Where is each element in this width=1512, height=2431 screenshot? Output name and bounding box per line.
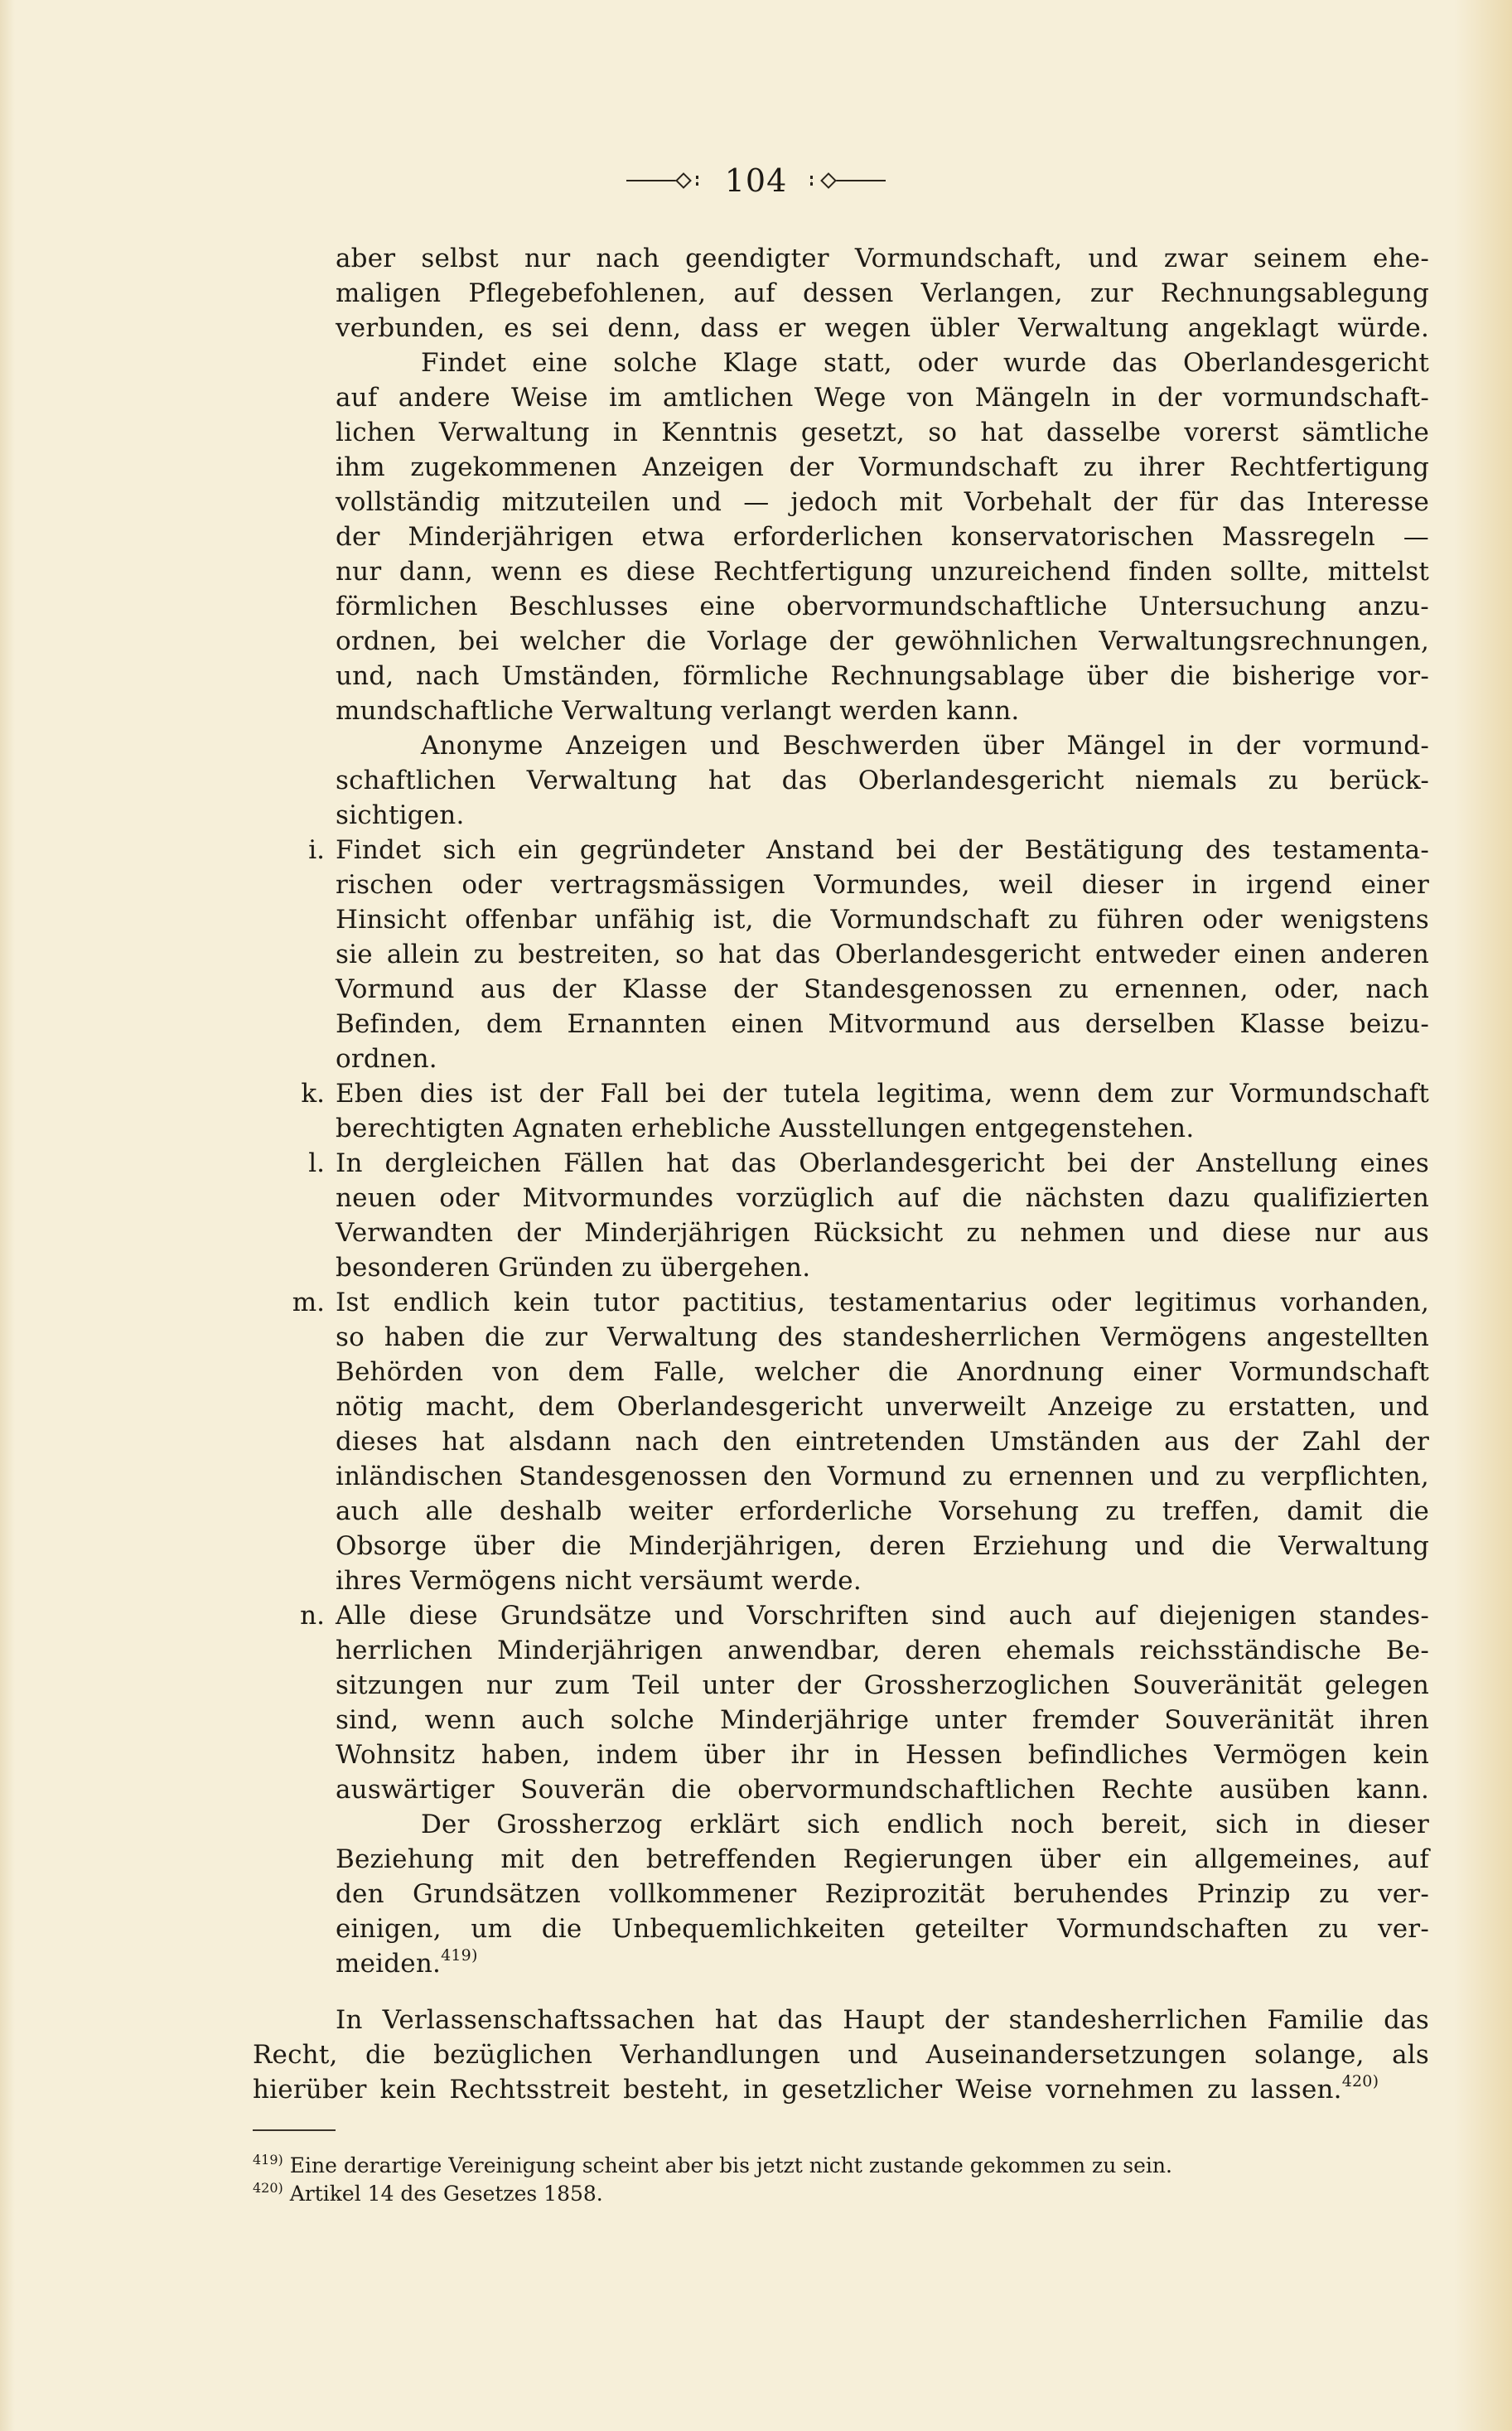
line-text: sie allein zu bestreiten, so hat das Oberlandesgericht entweder einen anderen (336, 940, 1429, 969)
list-marker: m. (292, 1288, 325, 1317)
line-text: inländischen Standesgenossen den Vormund zu ernennen und zu verpflichten, (336, 1462, 1429, 1491)
text-line (336, 834, 1429, 867)
footnote-text: Eine derartige Vereinigung scheint aber bis jetzt nicht zustande gekommen zu sein. (283, 2153, 1172, 2177)
line-text: auf andere Weise im amtlichen Wege von Mängeln in der vormundschaft- (336, 383, 1429, 413)
text-line (336, 764, 1429, 797)
line-text: maligen Pflegebefohlenen, auf dessen Verlangen, zur Rechnungsablegung (336, 278, 1429, 308)
text-line (336, 1704, 1429, 1737)
line-text: lichen Verwaltung in Kenntnis gesetzt, so hat dasselbe vorerst sämtliche (336, 418, 1429, 447)
line-text: rischen oder vertragsmässigen Vormundes, weil dieser in irgend einer (336, 870, 1429, 900)
text-line (336, 1077, 1429, 1110)
line-text: auswärtiger Souverän die obervormundschaftlichen Rechte ausüben kann. (336, 1775, 1429, 1805)
footnote-reference[interactable]: 420) (1341, 2072, 1379, 2090)
list-marker: n. (300, 1601, 325, 1631)
line-text: ordnen, bei welcher die Vorlage der gewöhnlichen Verwaltungsrechnungen, (336, 626, 1429, 656)
line-text: Eben dies ist der Fall bei der tutela legitima, wenn dem zur Vormundschaft (336, 1079, 1429, 1109)
line-text: vollständig mitzuteilen und — jedoch mit Vorbehalt der für das Interesse (336, 487, 1429, 517)
text-line (336, 1216, 1429, 1249)
line-text: der Minderjährigen etwa erforderlichen konservatorischen Massregeln — (336, 522, 1429, 552)
line-text: Alle diese Grundsätze und Vorschriften sind auch auf diejenigen standes- (336, 1601, 1429, 1631)
text-line (253, 2038, 1429, 2071)
line-text: förmlichen Beschlusses eine obervormundschaftliche Untersuchung anzu- (336, 592, 1429, 621)
text-line (336, 1669, 1429, 1702)
text-line (336, 242, 1429, 275)
line-text: neuen oder Mitvormundes vorzüglich auf die nächsten dazu qualifizierten (336, 1183, 1429, 1213)
text-line (336, 312, 1429, 345)
line-text: Findet sich ein gegründeter Anstand bei der Bestätigung des testamenta- (336, 835, 1429, 865)
line-text: den Grundsätzen vollkommener Reziprozität beruhendes Prinzip zu ver- (336, 1879, 1429, 1909)
line-text: auch alle deshalb weiter erforderliche Vorsehung zu treffen, damit die (336, 1496, 1429, 1526)
line-text: meiden. (336, 1949, 442, 1979)
line-text: schaftlichen Verwaltung hat das Oberlandesgericht niemals zu berück- (336, 766, 1429, 795)
text-line (336, 1425, 1429, 1458)
text-line (253, 2073, 1379, 2106)
line-text: sitzungen nur zum Teil unter der Grossherzoglichen Souveränität gelegen (336, 1670, 1429, 1700)
text-line (336, 1042, 437, 1075)
text-line (336, 938, 1429, 971)
text-line (336, 1843, 1429, 1876)
text-line (421, 1808, 1429, 1841)
line-text: Recht, die bezüglichen Verhandlungen und Auseinandersetzungen solange, als (253, 2040, 1429, 2070)
line-text: verbunden, es sei denn, dass er wegen übler Verwaltung angeklagt würde. (336, 313, 1429, 343)
text-line (336, 1356, 1429, 1389)
text-line (336, 1773, 1429, 1806)
footnote (253, 2181, 603, 2207)
text-line (336, 1112, 1194, 1145)
line-text: ordnen. (336, 1044, 437, 1074)
text-line (336, 1182, 1429, 1215)
line-text: Anonyme Anzeigen und Beschwerden über Mängel in der vormund- (421, 731, 1429, 761)
text-line (336, 1530, 1429, 1563)
text-line (336, 1147, 1429, 1180)
line-text: mundschaftliche Verwaltung verlangt werden kann. (336, 696, 1020, 726)
text-line (336, 1495, 1429, 1528)
page-header (0, 156, 1512, 205)
text-line (336, 416, 1429, 449)
text-line (336, 486, 1429, 519)
text-line (336, 381, 1429, 414)
text-line (336, 2003, 1429, 2037)
line-text: nötig macht, dem Oberlandesgericht unverweilt Anzeige zu erstatten, und (336, 1392, 1429, 1422)
text-line (336, 1634, 1429, 1667)
text-line (336, 625, 1429, 658)
line-text: einigen, um die Unbequemlichkeiten geteilter Vormundschaften zu ver- (336, 1914, 1429, 1944)
line-text: Obsorge über die Minderjährigen, deren Erziehung und die Verwaltung (336, 1531, 1429, 1561)
text-line (421, 346, 1429, 379)
text-line (336, 694, 1019, 727)
line-text: Behörden von dem Falle, welcher die Anordnung einer Vormundschaft (336, 1357, 1429, 1387)
text-line (336, 973, 1429, 1006)
right-ornament-icon (805, 175, 886, 186)
text-line (336, 451, 1429, 484)
footnote (253, 2153, 1172, 2179)
text-line (336, 660, 1429, 693)
text-line (336, 1599, 1429, 1632)
footnote-divider (253, 2129, 336, 2131)
page-number: 104 (724, 162, 788, 199)
text-line (336, 1008, 1429, 1041)
text-line (336, 903, 1429, 936)
line-text: Befinden, dem Ernannten einen Mitvormund aus derselben Klasse beizu- (336, 1009, 1429, 1039)
footnote-text: Artikel 14 des Gesetzes 1858. (283, 2182, 603, 2206)
line-text: Wohnsitz haben, indem über ihr in Hessen befindliches Vermögen kein (336, 1740, 1429, 1770)
line-text: besonderen Gründen zu übergehen. (336, 1253, 811, 1283)
footnote-reference[interactable]: 419) (441, 1946, 478, 1965)
line-text: so haben die zur Verwaltung des standesherrlichen Vermögens angestellten (336, 1322, 1429, 1352)
text-line (336, 868, 1429, 901)
text-line (336, 1947, 478, 1980)
line-text: Verwandten der Minderjährigen Rücksicht zu nehmen und diese nur aus (336, 1218, 1429, 1248)
text-line (336, 277, 1429, 310)
line-text: berechtigten Agnaten erhebliche Ausstellungen entgegenstehen. (336, 1114, 1195, 1143)
left-ornament-icon (626, 175, 707, 186)
list-marker: k. (301, 1079, 325, 1109)
line-text: sichtigen. (336, 800, 465, 830)
list-marker: i. (308, 835, 325, 865)
text-line (336, 1738, 1429, 1771)
line-text: herrlichen Minderjährigen anwendbar, deren ehemals reichsständische Be- (336, 1636, 1429, 1665)
line-text: Ist endlich kein tutor pactitius, testamentarius oder legitimus vorhanden, (336, 1288, 1429, 1317)
text-line (336, 1460, 1429, 1493)
line-text: Vormund aus der Klasse der Standesgenossen zu ernennen, oder, nach (336, 974, 1429, 1004)
text-line (336, 555, 1429, 588)
footnote-number: 420) (253, 2180, 283, 2196)
line-text: Hinsicht offenbar unfähig ist, die Vormundschaft zu führen oder wenigstens (336, 905, 1429, 935)
line-text: aber selbst nur nach geendigter Vormundschaft, und zwar seinem ehe- (336, 244, 1429, 273)
footnote-number: 419) (253, 2152, 283, 2168)
line-text: In Verlassenschaftssachen hat das Haupt der standesherrlichen Familie das (336, 2005, 1429, 2035)
line-text: sind, wenn auch solche Minderjährige unter fremder Souveränität ihren (336, 1705, 1429, 1735)
list-marker: l. (308, 1148, 325, 1178)
line-text: ihm zugekommenen Anzeigen der Vormundschaft zu ihrer Rechtfertigung (336, 452, 1429, 482)
line-text: dieses hat alsdann nach den eintretenden Umständen aus der Zahl der (336, 1427, 1429, 1457)
line-text: Findet eine solche Klage statt, oder wurde das Oberlandesgericht (421, 348, 1429, 378)
line-text: In dergleichen Fällen hat das Oberlandesgericht bei der Anstellung eines (336, 1148, 1429, 1178)
text-line (336, 799, 465, 832)
text-line (336, 1564, 862, 1597)
line-text: ihres Vermögens nicht versäumt werde. (336, 1566, 862, 1596)
line-text: Der Grossherzog erklärt sich endlich noch bereit, sich in dieser (421, 1810, 1429, 1839)
text-line (336, 520, 1429, 553)
line-text: und, nach Umständen, förmliche Rechnungsablage über die bisherige vor- (336, 661, 1429, 691)
text-line (336, 1286, 1429, 1319)
text-line (336, 1912, 1429, 1945)
text-line (421, 729, 1429, 762)
text-line (336, 1878, 1429, 1911)
text-line (336, 1321, 1429, 1354)
line-text: nur dann, wenn es diese Rechtfertigung unzureichend finden sollte, mittelst (336, 557, 1429, 587)
line-text: Beziehung mit den betreffenden Regierungen über ein allgemeines, auf (336, 1844, 1429, 1874)
line-text: hierüber kein Rechtsstreit besteht, in gesetzlicher Weise vornehmen zu lassen. (253, 2075, 1342, 2105)
text-line (336, 1390, 1429, 1423)
text-line (336, 1251, 810, 1284)
text-line (336, 590, 1429, 623)
